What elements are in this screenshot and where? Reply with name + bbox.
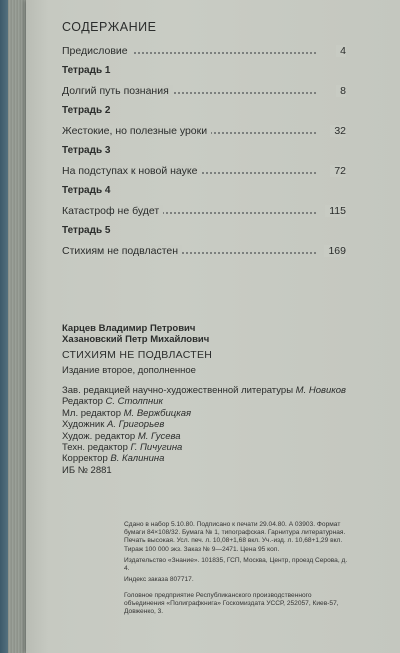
order-index: Индекс заказа 807717. <box>124 576 194 583</box>
toc-section <box>62 140 346 158</box>
toc-item-label: Жестокие, но полезные уроки <box>62 125 211 137</box>
credit-role: Зав. редакцией научно-художественной литературы <box>62 385 294 396</box>
credit-line <box>62 442 362 453</box>
credit-line <box>62 396 362 407</box>
toc-section <box>62 100 346 118</box>
author-name: Карцев Владимир Петрович <box>62 323 196 334</box>
toc-item-page: 72 <box>330 165 346 177</box>
author-name: Хазановский Петр Михайлович <box>62 334 210 345</box>
book-title: СТИХИЯМ НЕ ПОДВЛАСТЕН <box>62 349 213 361</box>
credits-list <box>62 385 362 476</box>
credit-line <box>62 453 362 464</box>
table-of-contents <box>62 38 346 260</box>
toc-item-page: 32 <box>330 125 346 137</box>
toc-item <box>62 158 346 180</box>
toc-section <box>62 220 346 238</box>
printer-info: Головное предприятие Республиканского производственного объединения «Полиграфкнига» Госкомиздата УССР, 252057, Киев-57, Довженко, 3. <box>124 592 339 616</box>
toc-item-label: Катастроф не будет <box>62 205 163 217</box>
toc-item <box>62 78 346 100</box>
toc-item-label: Предисловие <box>62 45 132 57</box>
book-cover-edge <box>0 0 8 653</box>
edition-note: Издание второе, дополненное <box>62 365 196 376</box>
publisher-info: Издательство «Знание». 101835, ГСП, Москва, Центр, проезд Серова, д. 4. <box>124 557 348 573</box>
credit-role: Редактор <box>62 396 103 408</box>
credit-role: Техн. редактор <box>62 442 128 454</box>
toc-section-label: Тетрадь 2 <box>62 105 111 116</box>
credit-role: Художник <box>62 419 105 431</box>
credit-line <box>62 431 362 442</box>
credit-name: М. Новиков <box>295 385 346 396</box>
credit-name: А. Григорьев <box>107 419 165 431</box>
toc-item <box>62 38 346 60</box>
toc-item <box>62 198 346 220</box>
credit-role: Корректор <box>62 453 108 465</box>
toc-section-label: Тетрадь 5 <box>62 225 111 236</box>
toc-item-label: На подступах к новой науке <box>62 165 201 177</box>
ib-number: ИБ № 2881 <box>62 464 112 476</box>
credit-name: В. Калинина <box>110 453 165 465</box>
toc-item-page: 8 <box>336 85 346 97</box>
print-info: Сдано в набор 5.10.80. Подписано к печати 29.04.80. А 03903. Формат бумаги 84×108/32. Бумага № 1, типографская. Гарнитура литературная. Печать высокая. Усл. печ. л. 10,08+1,68 вкл. Уч.-изд. л. 10,68+1,29 вкл. Тираж 100 000 экз. Заказ № 9—2471. Цена 95 коп. <box>124 521 346 553</box>
credit-role: Мл. редактор <box>62 407 121 419</box>
credit-name: М. Вержбицкая <box>123 407 192 419</box>
credit-name: М. Гусева <box>137 430 181 442</box>
credit-line <box>62 385 362 396</box>
toc-item <box>62 238 346 260</box>
toc-item-label: Долгий путь познания <box>62 85 173 97</box>
credit-name: Г. Пичугина <box>130 442 183 454</box>
toc-section <box>62 180 346 198</box>
toc-item <box>62 118 346 140</box>
toc-item-label: Стихиям не подвластен <box>62 245 182 257</box>
toc-section-label: Тетрадь 4 <box>62 185 111 196</box>
imprint-block <box>62 323 362 476</box>
credit-role: Худож. редактор <box>62 430 136 442</box>
toc-section <box>62 60 346 78</box>
toc-section-label: Тетрадь 3 <box>62 145 111 156</box>
credit-line <box>62 419 362 430</box>
toc-item-page: 169 <box>324 245 346 257</box>
toc-item-page: 4 <box>336 45 346 57</box>
credit-name: С. Столпник <box>105 396 164 408</box>
toc-item-page: 115 <box>325 205 346 217</box>
toc-section-label: Тетрадь 1 <box>62 65 111 76</box>
toc-title: СОДЕРЖАНИЕ <box>62 20 157 34</box>
credit-line <box>62 408 362 419</box>
